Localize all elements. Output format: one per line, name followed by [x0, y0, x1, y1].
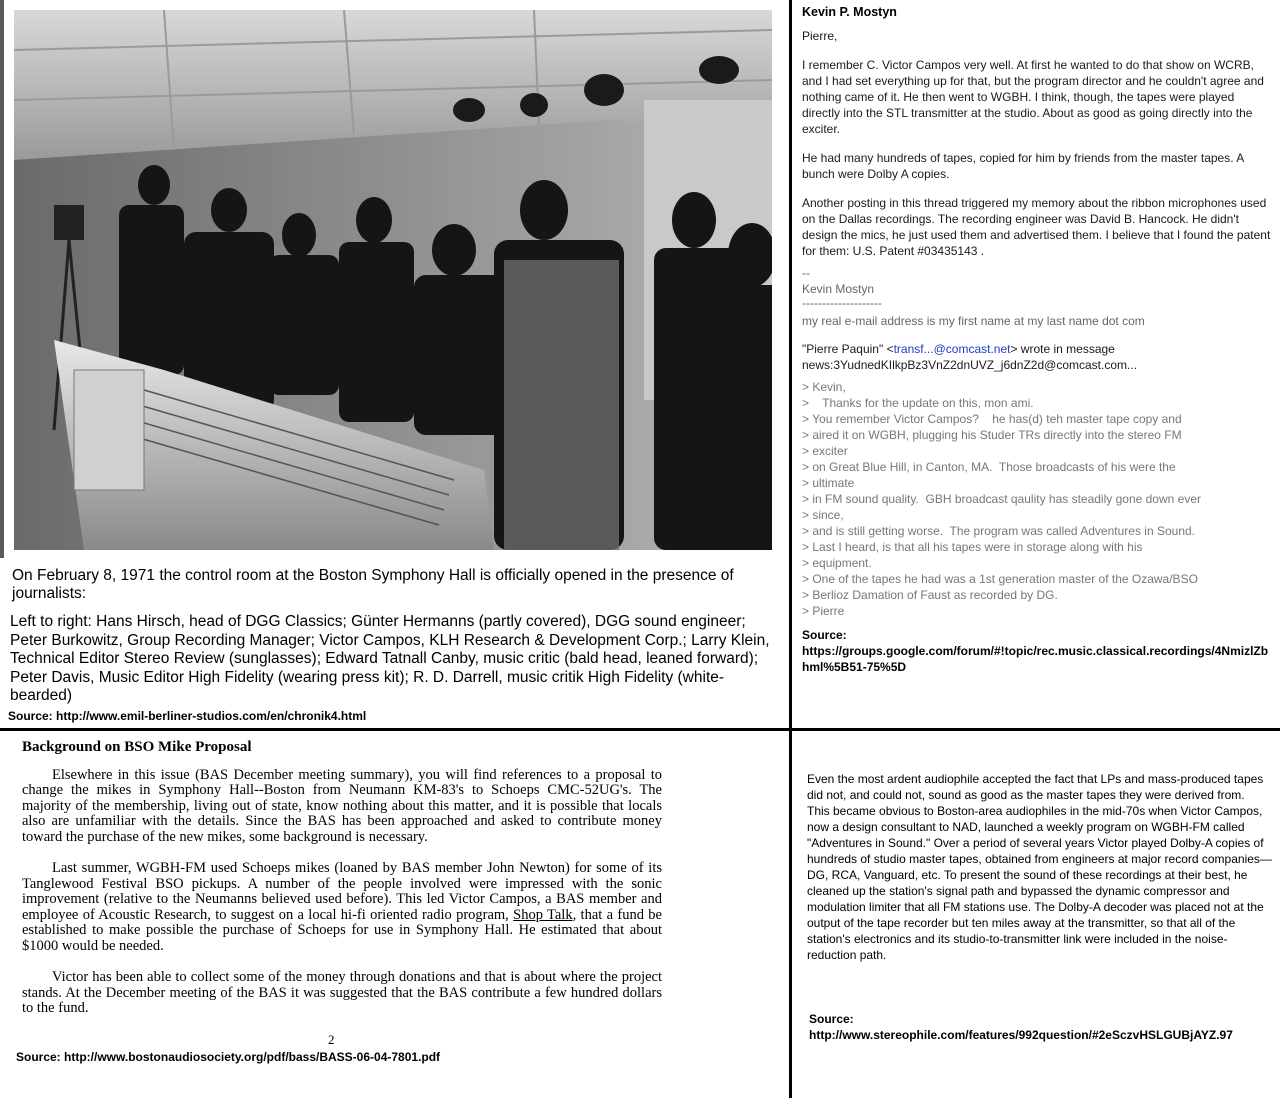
quote-line: > equipment.	[802, 556, 872, 570]
bas-page-number: 2	[328, 1032, 335, 1047]
control-room-photo	[14, 10, 772, 550]
shop-talk-link: Shop Talk	[513, 906, 573, 923]
quote-line: > and is still getting worse. The program was called Adventures in Sound.	[802, 524, 1195, 538]
quote-line: > ultimate	[802, 476, 855, 490]
horizontal-divider	[0, 728, 1280, 731]
stereophile-paragraph-2: This became obvious to Boston-area audiophiles in the mid-70s when Victor Campos, now a design consultant to NAD, launched a weekly program on WGBH-FM called "Adventures in Sound." Over a period of several years Victor played Dolby-A copies of hundreds of studio master tapes, obtained from engineers at major record companies—DG, RCA, Vanguard, etc. To present the sound of these recordings at their best, he cleaned up the station's signal path and bypassed the dynamic compressor and modulation limiter that all FM stations use. The Dolby-A decoder was placed not at the output of the tape recorder but ten miles away at the transmitter, so that all of the station's electronics and its studio-to-transmitter link were included in the noise-reduction path.	[807, 804, 1272, 962]
signature-rule: --------------------	[802, 296, 882, 310]
bas-paragraph-3: Victor has been able to collect some of the money through donations and that is about where the project stands. At the December meeting of the BAS it was suggested that the BAS contribute a few hundred dollars to the fund.	[22, 969, 662, 1016]
quote-line: > You remember Victor Campos? he has(d) teh master tape copy and	[802, 412, 1182, 426]
vertical-divider	[789, 0, 792, 1098]
quote-line: > in FM sound quality. GBH broadcast qaulity has steadily gone down ever	[802, 492, 1201, 506]
quote-line: > Kevin,	[802, 380, 846, 394]
bas-source: Source: http://www.bostonaudiosociety.org/pdf/bass/BASS-06-04-7801.pdf	[16, 1050, 441, 1064]
newsgroup-post	[802, 4, 1272, 675]
post-source-label: Source:	[802, 628, 847, 642]
quote-line: > Pierre	[802, 604, 845, 618]
quote-header-start: "Pierre Paquin" <	[802, 342, 894, 356]
quote-line: > exciter	[802, 444, 848, 458]
bas-paragraph-2-start: Last summer, WGBH-FM used Schoeps mikes (loaned by BAS member John Newton) for some of its Tanglewood Festival BSO pickups. A number of the people involved were impressed with the sonic improvement (relative to the Neumanns believed used before). This led Victor Campos, a BAS member and employee of Acoustic Research, to suggest on a local hi-fi oriented radio program,	[22, 860, 662, 923]
quote-line: > since,	[802, 508, 844, 522]
quote-line: > Berlioz Damation of Faust as recorded by DG.	[802, 588, 1058, 602]
quote-line: > on Great Blue Hill, in Canton, MA. Those broadcasts of his were the	[802, 460, 1176, 474]
quote-header-end: > wrote in message news:3YudnedKIlkpBz3VnZ2dnUVZ_j6dnZ2d@comcast.com...	[802, 342, 1138, 372]
quoted-text	[802, 379, 1272, 619]
post-source	[802, 627, 1272, 675]
stereophile-paragraph-1: Even the most ardent audiophile accepted the fact that LPs and mass-produced tapes did not, and could not, sound as good as the master tapes they were derived from.	[807, 772, 1264, 802]
stereophile-source-label: Source:	[809, 1012, 854, 1026]
stereophile-source-url[interactable]: http://www.stereophile.com/features/992question/#2eSczvHSLGUBjAYZ.97	[809, 1028, 1233, 1042]
photo-source: Source: http://www.emil-berliner-studios.com/en/chronik4.html	[8, 709, 367, 723]
photo-panel	[0, 0, 789, 728]
stereophile-excerpt	[807, 771, 1272, 963]
stereophile-source	[809, 1011, 1233, 1043]
quote-line: > Last I heard, is that all his tapes were in storage along with his	[802, 540, 1143, 554]
quote-line: > One of the tapes he had was a 1st generation master of the Ozawa/BSO	[802, 572, 1198, 586]
quote-header	[802, 341, 1272, 373]
photo-caption-intro: On February 8, 1971 the control room at the Boston Symphony Hall is officially opened in the presence of journalists:	[12, 567, 734, 602]
post-paragraph-1: I remember C. Victor Campos very well. At first he wanted to do that show on WCRB, and I had set everything up for that, but the program director and he couldn't agree and nothing came of it. He then went to WGBH. I think, though, the tapes were played directly into the STL transmitter at the studio. About as good as going directly into the exciter.	[802, 58, 1264, 136]
bas-paragraph-2-end: , that a fund be established to make possible the purchase of Schoeps for use in Symphony Hall. He estimated that about $1000 would be needed.	[22, 906, 662, 954]
quote-line: > aired it on WGBH, plugging his Studer TRs directly into the stereo FM	[802, 428, 1182, 442]
photo-caption-people: Left to right: Hans Hirsch, head of DGG Classics; Günter Hermanns (partly covered), DGG sound engineer; Peter Burkowitz, Group Recording Manager; Victor Campos, KLH Research & Development Corp.; Larry Klein, Technical Editor Stereo Review (sunglasses); Edward Tatnall Canby, music critic (bald head, leaned forward); Peter Davis, Music Editor High Fidelity (wearing press kit); R. D. Darrell, music critik High Fidelity (white-bearded)	[10, 613, 770, 704]
quote-line: > Thanks for the update on this, mon ami.	[802, 396, 1034, 410]
post-paragraph-3: Another posting in this thread triggered my memory about the ribbon microphones used on the Dallas recordings. The recording engineer was David B. Hancock. He didn't design the mics, he just used them and advertised them. I believe that I found the patent for them: U.S. Patent #03435143 .	[802, 196, 1271, 258]
bas-newsletter-excerpt	[22, 740, 662, 1033]
signature-name: Kevin Mostyn	[802, 282, 875, 296]
bas-paragraph-2	[22, 861, 662, 954]
bas-paragraph-1: Elsewhere in this issue (BAS December meeting summary), you will find references to a proposal to change the mikes in Symphony Hall--Boston from Neumann KM-83's to Schoeps CMC-52UG's. The majority of the membership, living out of state, know nothing about this matter, and it is possible that locals also are unfamiliar with the details. Since the BAS has been approached and asked to contribute money toward the purchase of the new mikes, some background is necessary.	[22, 766, 662, 845]
post-source-url[interactable]: https://groups.google.com/forum/#!topic/rec.music.classical.recordings/4NmizlZbhml%5B51-75%5D	[802, 644, 1269, 674]
post-paragraph-2: He had many hundreds of tapes, copied for him by friends from the master tapes. A bunch were Dolby A copies.	[802, 151, 1244, 181]
signature-email: my real e-mail address is my first name at my last name dot com	[802, 314, 1145, 328]
bas-title: Background on BSO Mike Proposal	[22, 739, 252, 755]
quoted-email-link[interactable]: transf...@comcast.net	[893, 342, 1011, 356]
post-greeting: Pierre,	[802, 29, 838, 43]
post-author: Kevin P. Mostyn	[802, 5, 897, 19]
signature-dash: --	[802, 266, 810, 280]
photo-edge	[0, 0, 4, 558]
